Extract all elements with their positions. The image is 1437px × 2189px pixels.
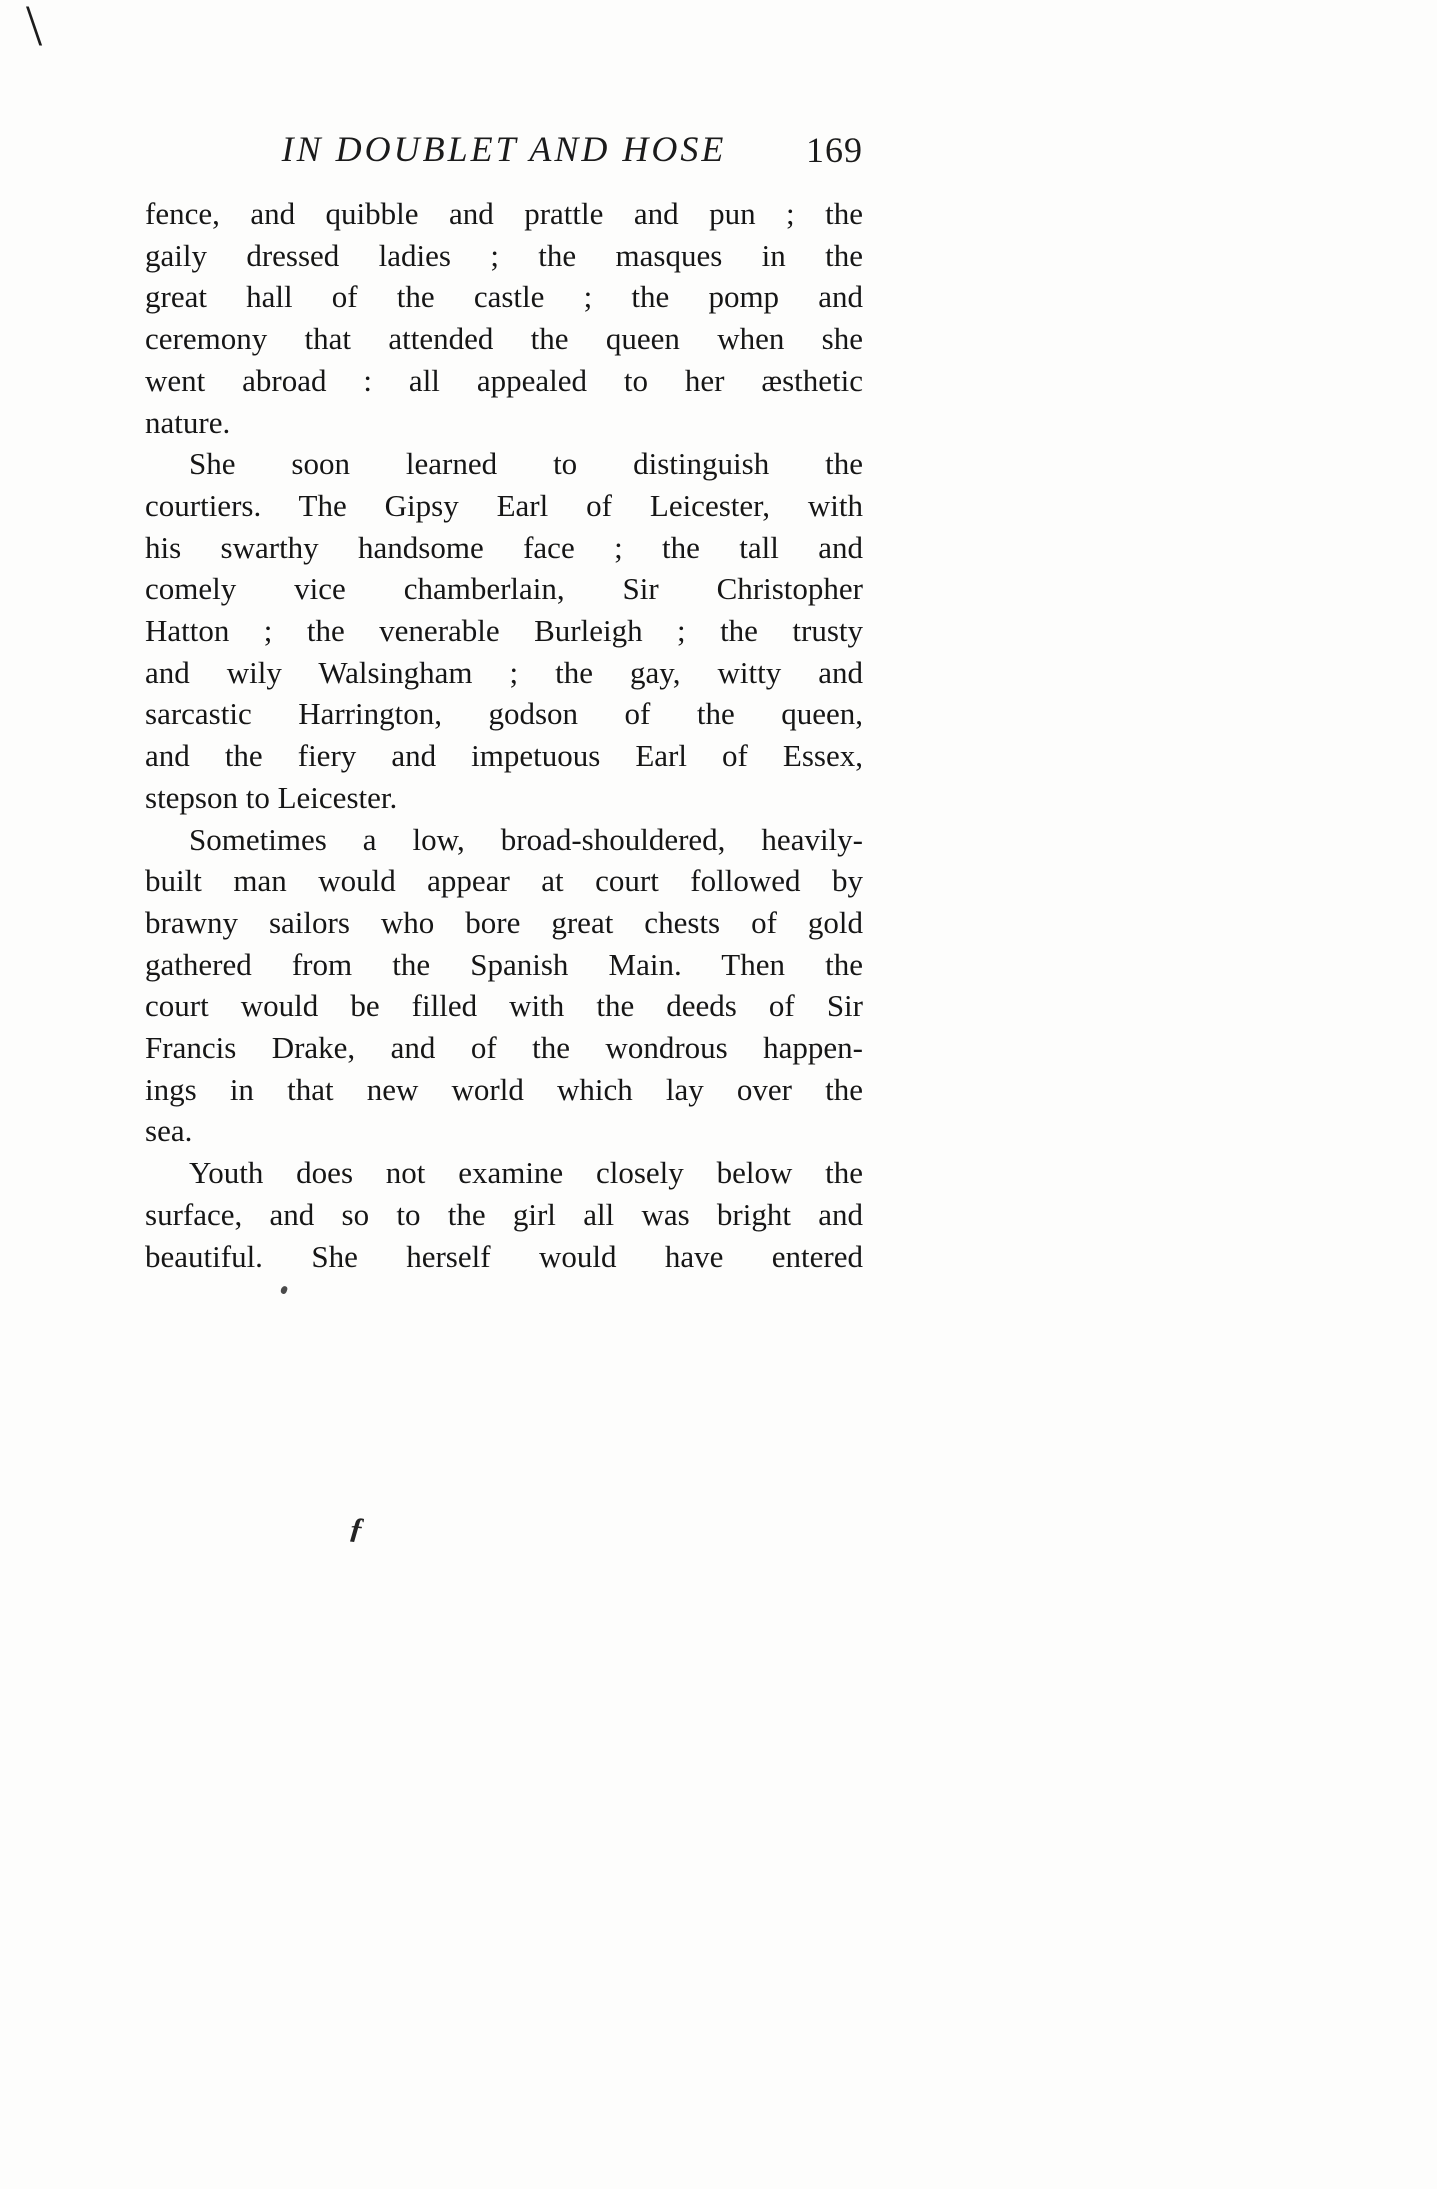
text-line: gathered from the Spanish Main. Then the xyxy=(145,946,863,982)
page-header xyxy=(145,128,863,174)
ink-mark-top-left: \ xyxy=(26,0,43,58)
text-line: and the fiery and impetuous Earl of Essex, xyxy=(145,738,863,774)
text-line: brawny sailors who bore great chests of gold xyxy=(145,904,863,940)
text-line: Youth does not examine closely below the xyxy=(189,1155,863,1191)
text-line: ceremony that attended the queen when she xyxy=(145,321,863,357)
body-text xyxy=(145,193,863,1277)
text-line: sarcastic Harrington, godson of the queen, xyxy=(145,696,863,732)
text-line: fence, and quibble and prattle and pun ; the xyxy=(145,196,863,231)
text-line: gaily dressed ladies ; the masques in the xyxy=(145,237,863,273)
text-line: great hall of the castle ; the pomp and xyxy=(145,279,863,315)
text-line: beautiful. She herself would have entered xyxy=(145,1238,863,1274)
ink-mark-bottom: ƒ xyxy=(347,1511,366,1546)
text-line: stepson to Leicester. xyxy=(145,779,398,815)
text-line: comely vice chamberlain, Sir Christopher xyxy=(145,571,863,607)
text-line: and wily Walsingham ; the gay, witty and xyxy=(145,654,863,690)
text-line: Sometimes a low, broad-shouldered, heavily- xyxy=(189,821,863,857)
text-line: went abroad : all appealed to her æsthetic xyxy=(145,362,863,398)
text-line: courtiers. The Gipsy Earl of Leicester, with xyxy=(145,487,863,523)
text-line: court would be filled with the deeds of Sir xyxy=(145,988,863,1024)
text-line: She soon learned to distinguish the xyxy=(189,446,863,482)
text-line: ings in that new world which lay over the xyxy=(145,1071,863,1107)
running-title: IN DOUBLET AND HOSE xyxy=(281,129,727,169)
text-line: his swarthy handsome face ; the tall and xyxy=(145,529,863,565)
text-line: Hatton ; the venerable Burleigh ; the trusty xyxy=(145,613,863,649)
text-line: built man would appear at court followed by xyxy=(145,863,863,899)
ink-speck xyxy=(280,1285,288,1294)
page-number: 169 xyxy=(806,130,863,170)
text-line: surface, and so to the girl all was bright and xyxy=(145,1196,863,1232)
text-line: Francis Drake, and of the wondrous happen- xyxy=(145,1030,863,1066)
text-line: sea. xyxy=(145,1113,193,1149)
text-line: nature. xyxy=(145,404,231,440)
